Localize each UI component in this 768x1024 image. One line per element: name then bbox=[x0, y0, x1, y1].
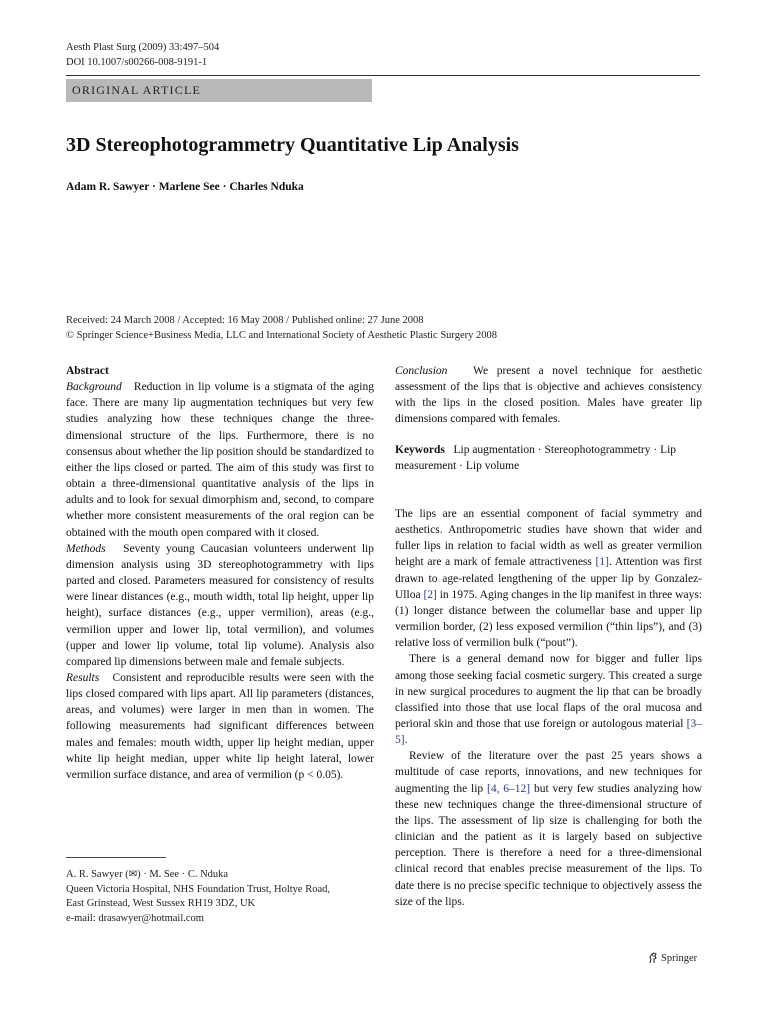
results-text: Consistent and reproducible results were seen with the lips closed compared with lips apart. All lip parameters (distances, areas, and volumes) were larger in men than in women. The following measurements had significant differences between males and females: mouth width, upper lip height median, upper white lip height median, upper white lip height lateral, lower vermilion surface distance, and area of vermilion (p < 0.05). bbox=[66, 671, 375, 781]
copyright-line: © Springer Science+Business Media, LLC and International Society of Aesthetic Plastic Surgery 2008 bbox=[66, 330, 497, 341]
methods-text: Seventy young Caucasian volunteers underwent lip dimension analysis using 3D stereophotogrammetry with lips parted and closed. Parameters measured for consistency of results were linear distances (e.g., mouth width, total lip height, upper lip height), surface distances (e.g., upper vermilion), areas (e.g., vermilion upper and lower lip, total vermilion), and volumes (upper and lower lip volume, total lip volume). Analysis also compared lip dimensions between male and female subjects. bbox=[66, 542, 374, 668]
article-category: ORIGINAL ARTICLE bbox=[72, 83, 202, 97]
author-list: Adam R. Sawyer · Marlene See · Charles Nduka bbox=[66, 181, 304, 193]
conclusion-label: Conclusion bbox=[395, 365, 448, 377]
affiliation-line: East Grinstead, West Sussex RH19 3DZ, UK bbox=[66, 898, 256, 910]
keywords bbox=[395, 442, 702, 474]
abstract-methods bbox=[66, 541, 374, 670]
intro-paragraph-1: The lips are an essential component of facial symmetry and aesthetics. Anthropometric studies have shown that wider and fuller lips in relation to facial width as well as greater vermilion height are a mark of female attractiveness [1]. Attention was first drawn to age-related lengthening of the upper lip by Gonzalez-Ulloa [2] in 1975. Aging changes in the lip manifest in three ways: (1) longer distance between the columellar base and upper lip vermilion border, (2) less exposed vermilion (“thin lips”), and (3) relative loss of vermilion bulk (“pout”). bbox=[395, 507, 702, 650]
right-column bbox=[395, 363, 702, 910]
intro-paragraph-2: There is a general demand now for bigger and fuller lips among those seeking facial cosmetic surgery. This created a surge in new surgical procedures to augment the lip that can be broadly classified into those that use local flaps of the oral mucosa and perioral skin and those that use foreign or autologous material [3–5]. bbox=[395, 653, 702, 747]
abstract-background bbox=[66, 379, 374, 541]
left-column bbox=[66, 363, 374, 783]
reference-link[interactable]: [3–5] bbox=[395, 717, 702, 747]
affiliation bbox=[66, 868, 330, 926]
conclusion-text: We present a novel technique for aesthetic assessment of the lips that is objective and achieves consistency with the lips in the closed position. Males have greater lip dimensions compared with females. bbox=[395, 365, 702, 426]
abstract-heading: Abstract bbox=[66, 365, 109, 377]
abstract-conclusion bbox=[395, 363, 702, 428]
publisher-footer bbox=[648, 952, 697, 964]
background-label: Background bbox=[66, 381, 122, 394]
doi[interactable]: DOI 10.1007/s00266-008-9191-1 bbox=[66, 57, 208, 68]
reference-link[interactable]: [4, 6–12] bbox=[487, 782, 531, 795]
intro-paragraph-3: Review of the literature over the past 25 years shows a multitude of case reports, innovations, and new techniques for augmenting the lip [4, 6–12] but very few studies analyzing how these new techniques change the three-dimensional structure of the lips. The assessment of lip size is challenging for both the clinician and the patient as it is largely based on subjective perception. There is therefore a need for a three-dimensional clinical record that enables precise measurement of the lips. To date there is no precise specific technique to objectively assess the size of the lips. bbox=[395, 750, 702, 908]
abstract-results bbox=[66, 670, 374, 783]
keywords-label: Keywords bbox=[395, 443, 445, 456]
envelope-icon: ✉ bbox=[128, 869, 138, 880]
results-label: Results bbox=[66, 671, 100, 684]
author-email[interactable]: e-mail: drasawyer@hotmail.com bbox=[66, 912, 204, 924]
publisher-name: Springer bbox=[661, 952, 698, 964]
background-text: Reduction in lip volume is a stigmata of the aging face. There are many lip augmentation techniques but very few studies analyzing how these techniques change the three-dimensional structure of the lips. Furthermore, there is no consensus about whether the lip position should be standardized to either the lips closed or parted. The aim of this study was first to obtain a three-dimensional quantitative analysis of the lips in adults and to look for sexual dimorphism and, second, to compare whether more consistent measurements of the oral region can be obtained with the mouth open compared with it closed. bbox=[66, 381, 375, 539]
footnote-rule bbox=[66, 857, 166, 858]
springer-horse-icon bbox=[648, 952, 658, 964]
publication-dates bbox=[66, 313, 497, 343]
header-rule bbox=[66, 75, 700, 76]
dates-line: Received: 24 March 2008 / Accepted: 16 May 2008 / Published online: 27 June 2008 bbox=[66, 315, 424, 326]
methods-label: Methods bbox=[66, 542, 106, 555]
reference-link[interactable]: [1] bbox=[595, 556, 609, 569]
keywords-text: Lip augmentation · Stereophotogrammetry · Lip measurement · Lip volume bbox=[395, 443, 677, 472]
affiliation-line: Queen Victoria Hospital, NHS Foundation Trust, Holtye Road, bbox=[66, 883, 331, 895]
reference-link[interactable]: [2] bbox=[423, 588, 437, 601]
journal-citation: Aesth Plast Surg (2009) 33:497–504 bbox=[66, 42, 220, 53]
corresponding-author: A. R. Sawyer (✉) · M. See · C. Nduka bbox=[66, 869, 229, 880]
paper-title: 3D Stereophotogrammetry Quantitative Lip Analysis bbox=[66, 134, 519, 156]
